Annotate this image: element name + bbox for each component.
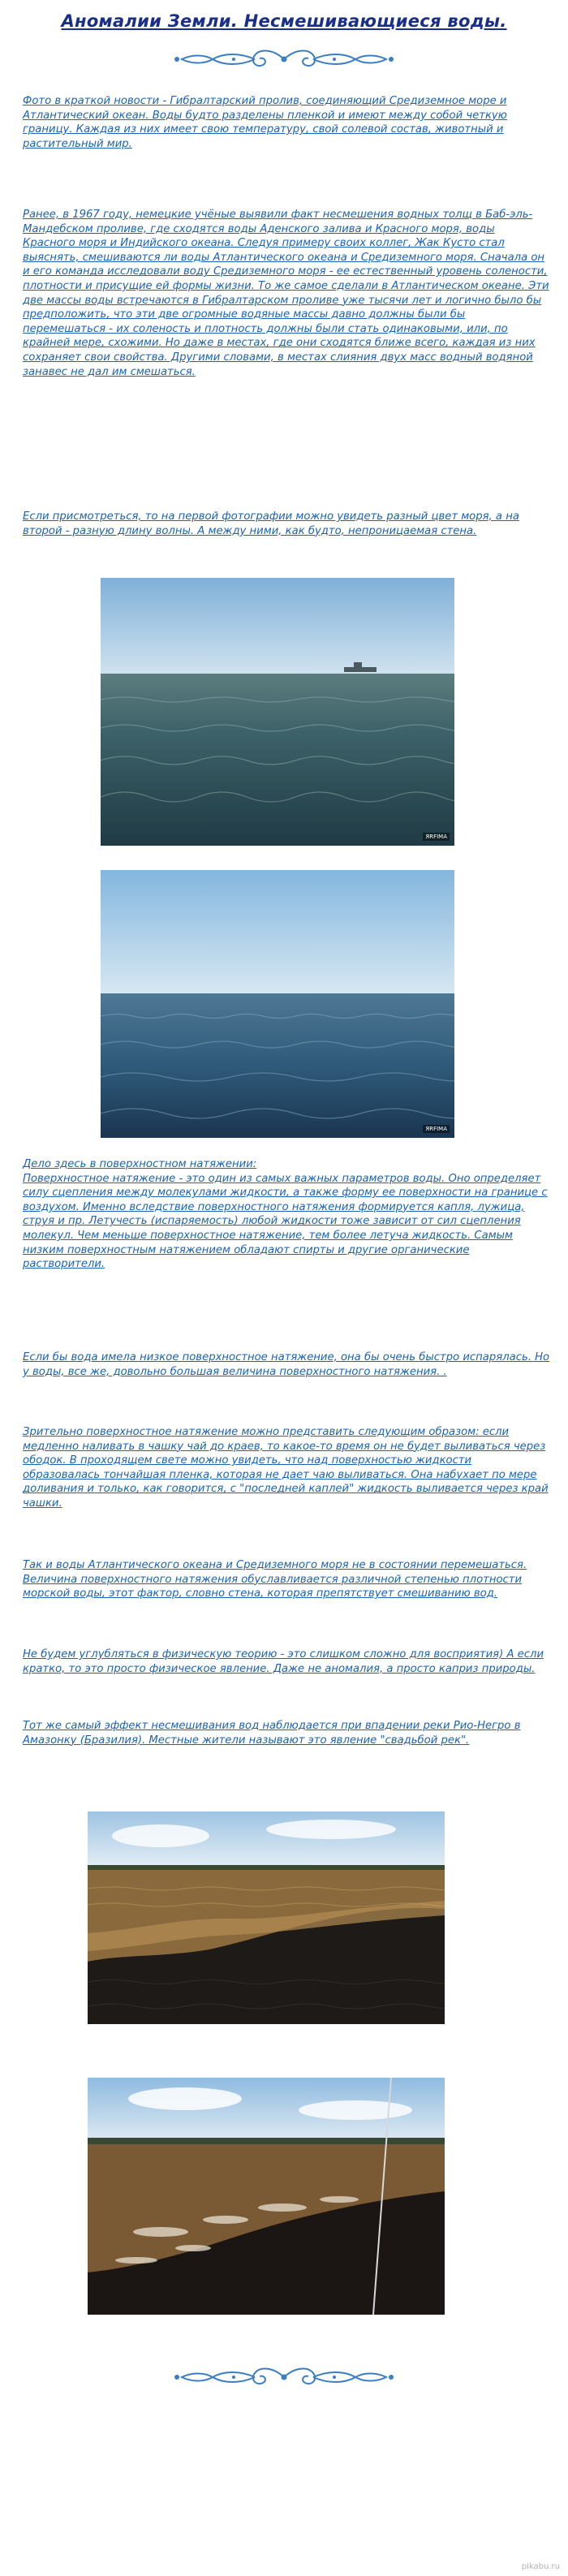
site-watermark: pikabu.ru <box>521 2562 560 2571</box>
paragraph-low-tension: Если бы вода имела низкое поверхностное натяжение, она бы очень быстро испарялась. Но у воды, все же, довольно большая величина поверхностного натяжения. . <box>23 1351 550 1378</box>
paragraph-tea-example: Зрительно поверхностное натяжение можно представить следующим образом: если медленно наливать в чашку чай до краев, то какое-то время он не будет выливаться через ободок. В проходящем свете можно увидеть, что над поверхностью жидкости образовалась тончайшая пленка, которая не дает чаю выливаться. Она набухает по мере доливания и только, как говорится, с "последней каплей" жидкость выливается через край чашки. <box>23 1426 549 1510</box>
paragraph-surface-tension: Дело здесь в поверхностном натяжении: Поверхностное натяжение - это один из самых важных параметров воды. Оно определяет силу сцепления между молекулами жидкости, а также форму ее поверхности на границе с воздухом. Именно вследствие поверхностного натяжения формируется капля, лужица, струя и пр. Летучесть (испаряемость) любой жидкости тоже зависит от сил сцепления молекул. Чем меньше поверхностное натяжение, тем более летуча жидкость. Самым низким поверхностным натяжением обладают спирты и другие органические растворители. <box>23 1158 548 1271</box>
paragraph-atlantic: Так и воды Атлантического океана и Средиземного моря не в состоянии перемешаться. Величина поверхностного натяжения обуславливается различной степенью плотности морской воды, этот фактор, словно стена, которая препятствует смешиванию вод. <box>23 1559 527 1600</box>
river-photo-2 <box>88 2078 445 2315</box>
ornament-divider-bottom <box>170 2363 398 2391</box>
paragraph-observation: Если присмотреться, то на первой фотографии можно увидеть разный цвет моря, а на второй - разную длину волны. А между ними, как будто, непроницаемая стена. <box>23 510 519 537</box>
page-title: Аномалии Земли. Несмешивающиеся воды. <box>61 11 507 31</box>
ornament-divider-top <box>170 45 398 73</box>
sea-photo-2 <box>101 870 454 1138</box>
photo-watermark: ЯRFIMA <box>423 833 450 841</box>
river-photo-1 <box>88 1811 445 2024</box>
paragraph-physics: Не будем углубляться в физическую теорию - это слишком сложно для восприятия) А если кратко, то это просто физическое явление. Даже не аномалия, а просто каприз природы. <box>23 1648 544 1675</box>
sea-photo-1 <box>101 578 454 846</box>
paragraph-history: Ранее, в 1967 году, немецкие учёные выявили факт несмешения водных толщ в Баб-эль-Мандебском проливе, где сходятся воды Аденского залива и Красного моря, воды Красного моря и Индийского океана. Следуя примеру своих коллег, Жак Кусто стал выяснять, смешиваются ли воды Атлантического океана и Средиземного моря. Сначала он и его команда исследовали воду Средиземного моря - ее естественный уровень солености, плотности и присущие ей формы жизни. То же самое сделали в Атлантическом океане. Эти две массы воды встречаются в Гибралтарском проливе уже тысячи лет и логично было бы предположить, что эти две огромные водяные массы давно должны были бы перемешаться - их соленость и плотность должны были стать одинаковыми, или, по крайней мере, схожими. Но даже в местах, где они сходятся ближе всего, каждая из них сохраняет свои свойства. Другими словами, в местах слияния двух масс водный водяной занавес не дал им смешаться. <box>23 209 549 378</box>
photo-watermark: ЯRFIMA <box>423 1125 450 1133</box>
paragraph-rio-negro: Тот же самый эффект несмешивания вод наблюдается при впадении реки Рио-Негро в Амазонку (Бразилия). Местные жители называют это явление "свадьбой рек". <box>23 1720 521 1747</box>
paragraph-intro: Фото в краткой новости - Гибралтарский пролив, соединяющий Средиземное море и Атлантический океан. Воды будто разделены пленкой и имеют между собой четкую границу. Каждая из них имеет свою температуру, свой солевой состав, животный и растительный мир. <box>23 95 507 150</box>
